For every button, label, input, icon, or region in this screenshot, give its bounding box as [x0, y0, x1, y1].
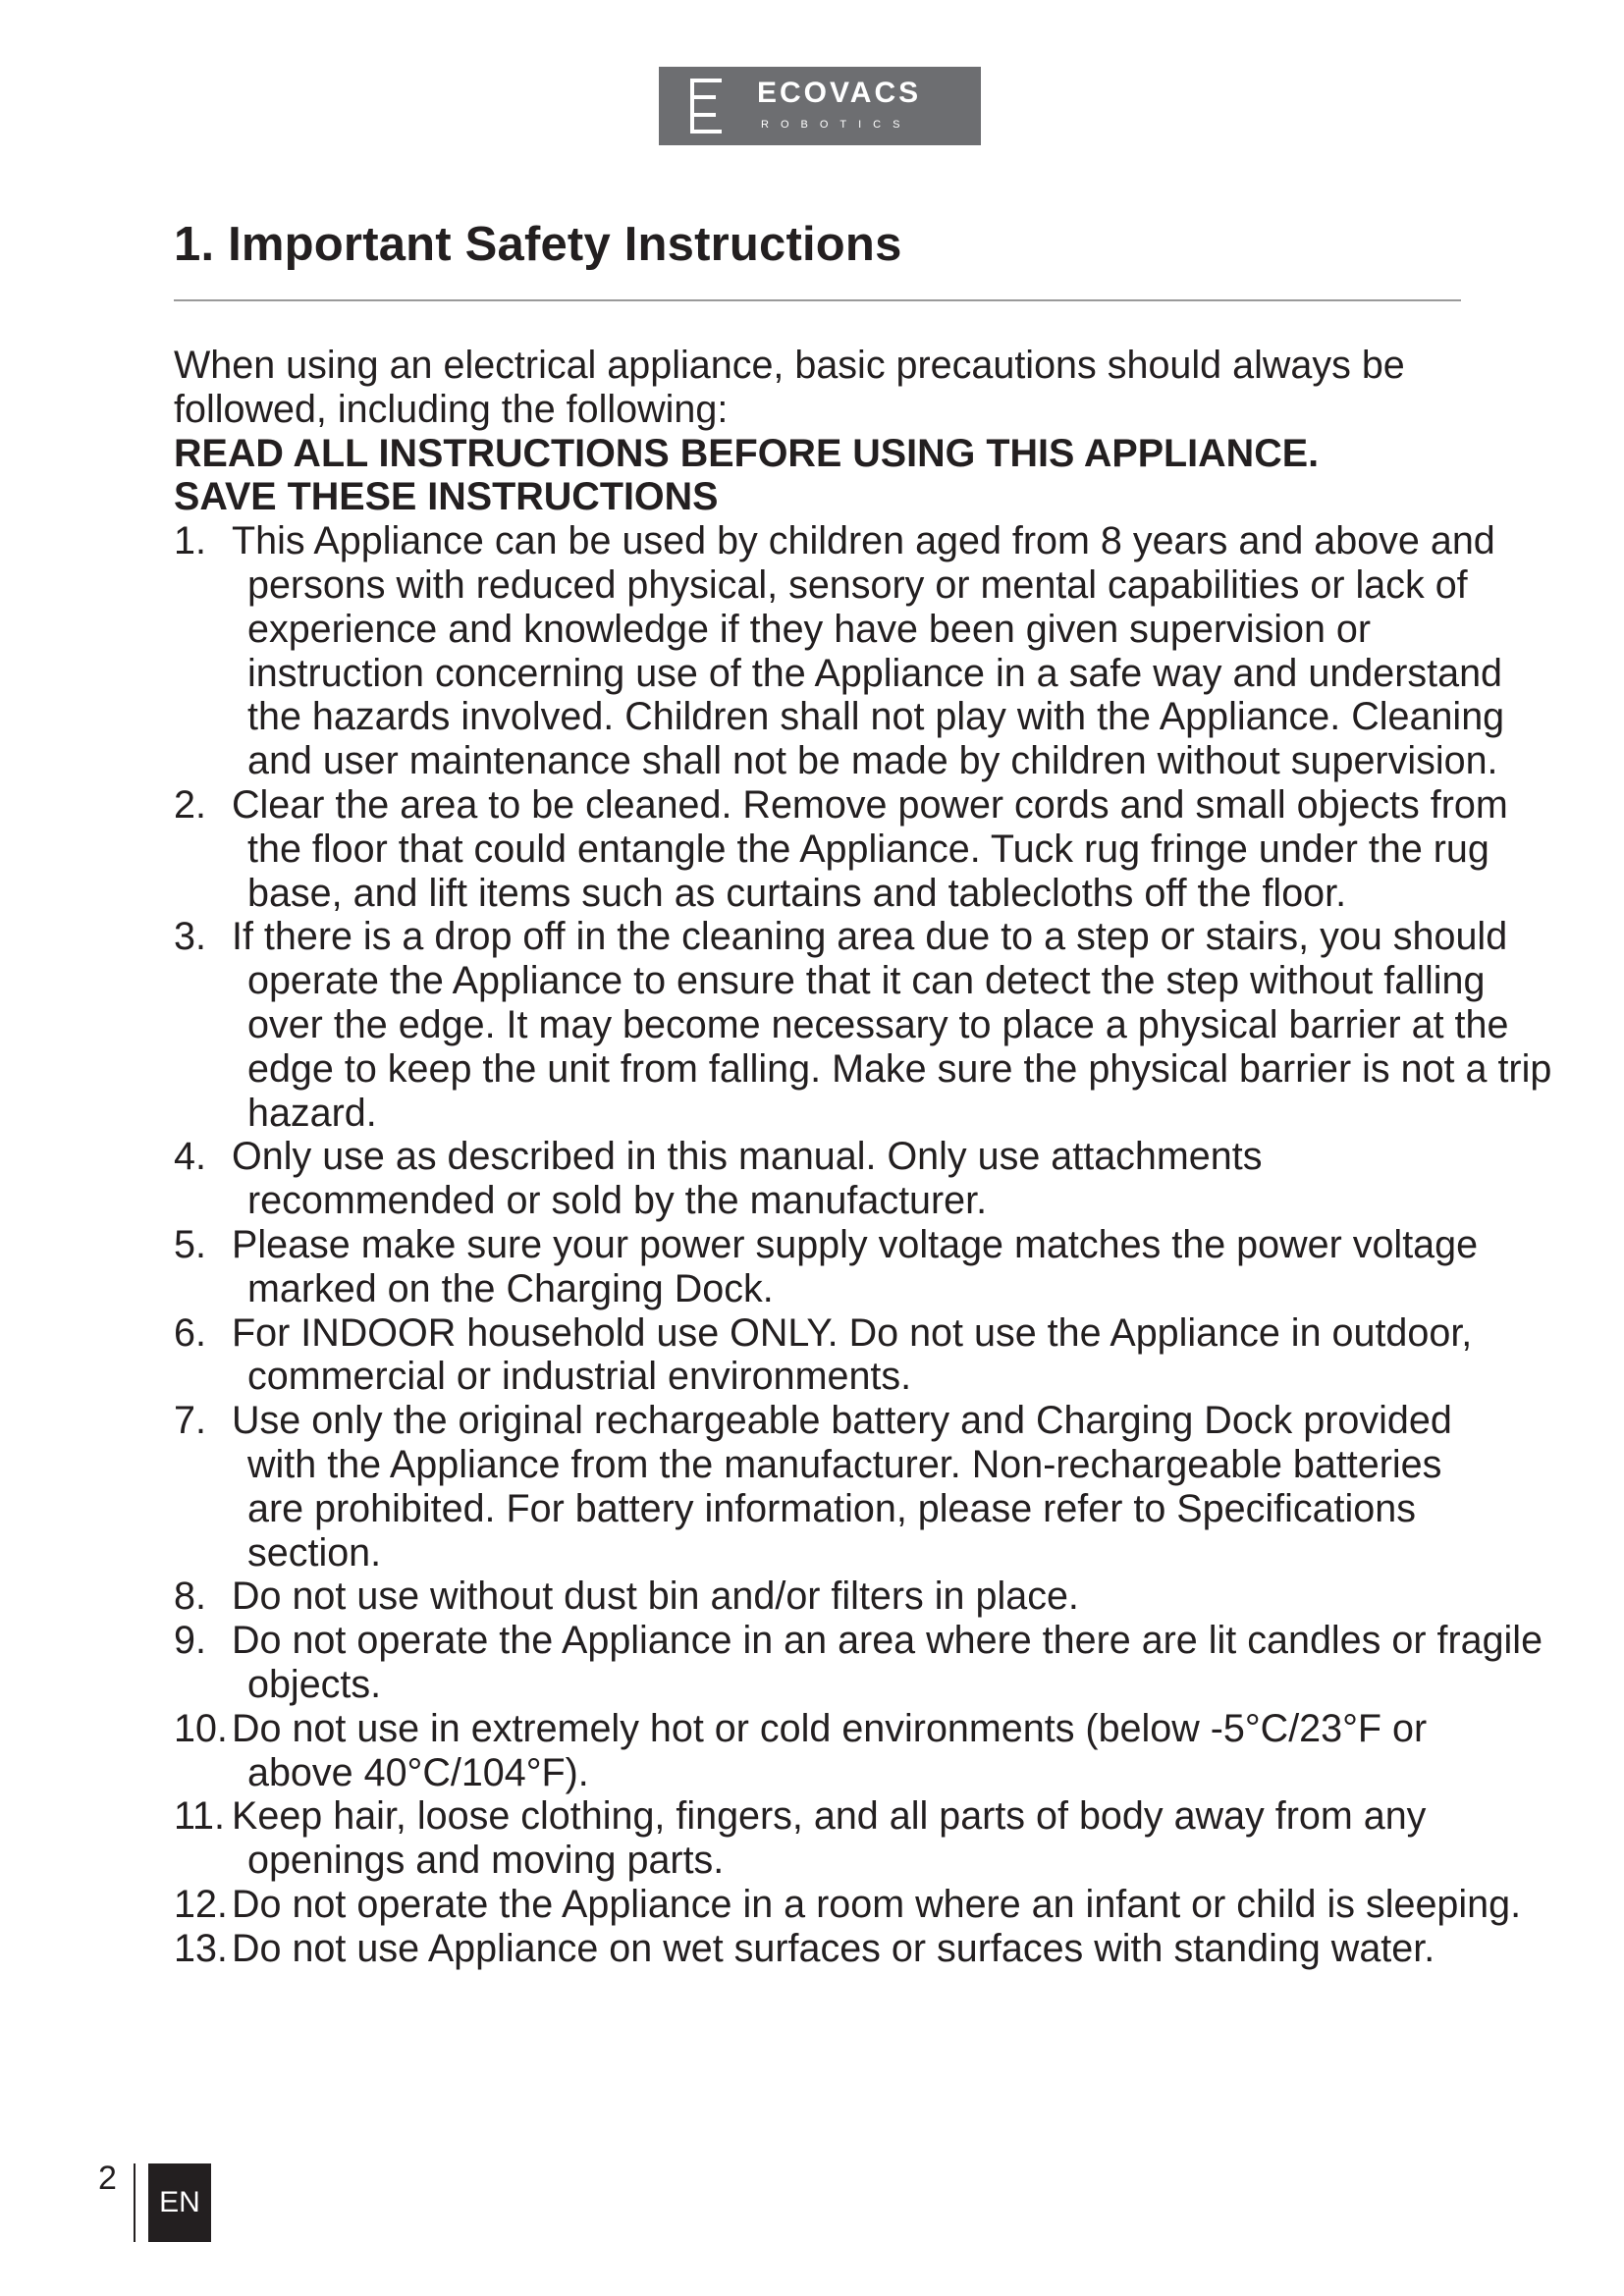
list-item-text: This Appliance can be used by children aged from 8 years and above and persons with reduced physical, sensory or mental capabilities or lack of experience and knowledge if they have been given supervision or instruction concerning use of the Appliance in a safe way and understand the hazards involved. Children shall not play with the Appliance. Cleaning and user maintenance shall not be made by children without supervision. — [232, 519, 1505, 783]
ecovacs-logo-mark — [659, 67, 981, 145]
list-item-text: Keep hair, loose clothing, fingers, and all parts of body away from any openings and moving parts. — [232, 1794, 1427, 1883]
list-item-number: 2. — [174, 782, 206, 827]
list-item-number: 5. — [174, 1222, 206, 1266]
list-item-number: 7. — [174, 1399, 206, 1443]
list-item — [174, 1883, 1543, 1927]
list-item — [174, 519, 1534, 783]
page-number: 2 — [98, 2160, 117, 2197]
list-item-number: 12. — [174, 1882, 228, 1926]
list-item-text: If there is a drop off in the cleaning area due to a step or stairs, you should operate the Appliance to ensure that it can detect the step without falling over the edge. It may become necessary to place a physical barrier at the edge to keep the unit from falling. Make sure the physical barrier is not a trip hazard. — [232, 915, 1552, 1135]
list-item-text: Clear the area to be cleaned. Remove power cords and small objects from the floor that could entangle the Appliance. Tuck rug fringe under the rug base, and lift items such as curtains and tablecloths off the floor. — [232, 782, 1508, 915]
list-item — [174, 1223, 1524, 1311]
list-item — [174, 1707, 1524, 1795]
list-item-number: 9. — [174, 1619, 206, 1663]
list-item-number: 6. — [174, 1310, 206, 1355]
safety-content — [174, 344, 1552, 1970]
list-item-number: 4. — [174, 1135, 206, 1179]
ecovacs-logo — [659, 67, 981, 145]
list-item-text: Do not use without dust bin and/or filters in place. — [232, 1575, 1079, 1619]
list-item — [174, 783, 1534, 915]
list-item-text: Only use as described in this manual. Only use attachments recommended or sold by the manufacturer. — [232, 1135, 1263, 1223]
list-item-text: Do not use in extremely hot or cold environments (below -5°C/23°F or above 40°C/104°F). — [232, 1706, 1428, 1794]
list-item-number: 11. — [174, 1794, 225, 1839]
language-badge: EN — [148, 2163, 211, 2242]
list-item-text: Do not use Appliance on wet surfaces or surfaces with standing water. — [232, 1926, 1435, 1970]
list-item-text: Please make sure your power supply voltage matches the power voltage marked on the Charging Dock. — [232, 1222, 1479, 1310]
list-item — [174, 1135, 1475, 1223]
list-item — [174, 1311, 1524, 1400]
list-item-text: Do not operate the Appliance in an area where there are lit candles or fragile objects. — [232, 1619, 1543, 1706]
list-item — [174, 1619, 1563, 1707]
list-item-text: For INDOOR household use ONLY. Do not use the Appliance in outdoor, commercial or industrial environments. — [232, 1310, 1473, 1399]
list-item — [174, 1399, 1494, 1575]
title-divider — [174, 299, 1461, 301]
safety-list — [174, 519, 1552, 1970]
list-item-number: 3. — [174, 915, 206, 959]
list-item — [174, 915, 1563, 1135]
list-item-text: Use only the original rechargeable battery and Charging Dock provided with the Appliance from the manufacturer. Non-rechargeable batteries are prohibited. For battery information, please refer to Specifications section. — [232, 1399, 1452, 1575]
list-item — [174, 1575, 1534, 1619]
brand-name: ECOVACS — [757, 77, 922, 109]
list-item — [174, 1927, 1524, 1971]
list-item — [174, 1794, 1524, 1883]
list-item-number: 1. — [174, 519, 206, 563]
list-item-number: 8. — [174, 1575, 206, 1619]
save-instructions-notice: SAVE THESE INSTRUCTIONS — [174, 475, 719, 519]
list-item-text: Do not operate the Appliance in a room where an infant or child is sleeping. — [232, 1882, 1522, 1926]
logo-bracket-icon — [692, 80, 722, 132]
section-title: 1. Important Safety Instructions — [174, 218, 902, 271]
list-item-number: 13. — [174, 1926, 228, 1970]
list-item-number: 10. — [174, 1706, 228, 1750]
brand-tagline: ROBOTICS — [761, 119, 912, 131]
footer-divider — [134, 2163, 135, 2242]
read-instructions-notice: READ ALL INSTRUCTIONS BEFORE USING THIS APPLIANCE. — [174, 431, 1320, 475]
intro-text: When using an electrical appliance, basic precautions should always be followed, including the following: — [174, 344, 1405, 431]
